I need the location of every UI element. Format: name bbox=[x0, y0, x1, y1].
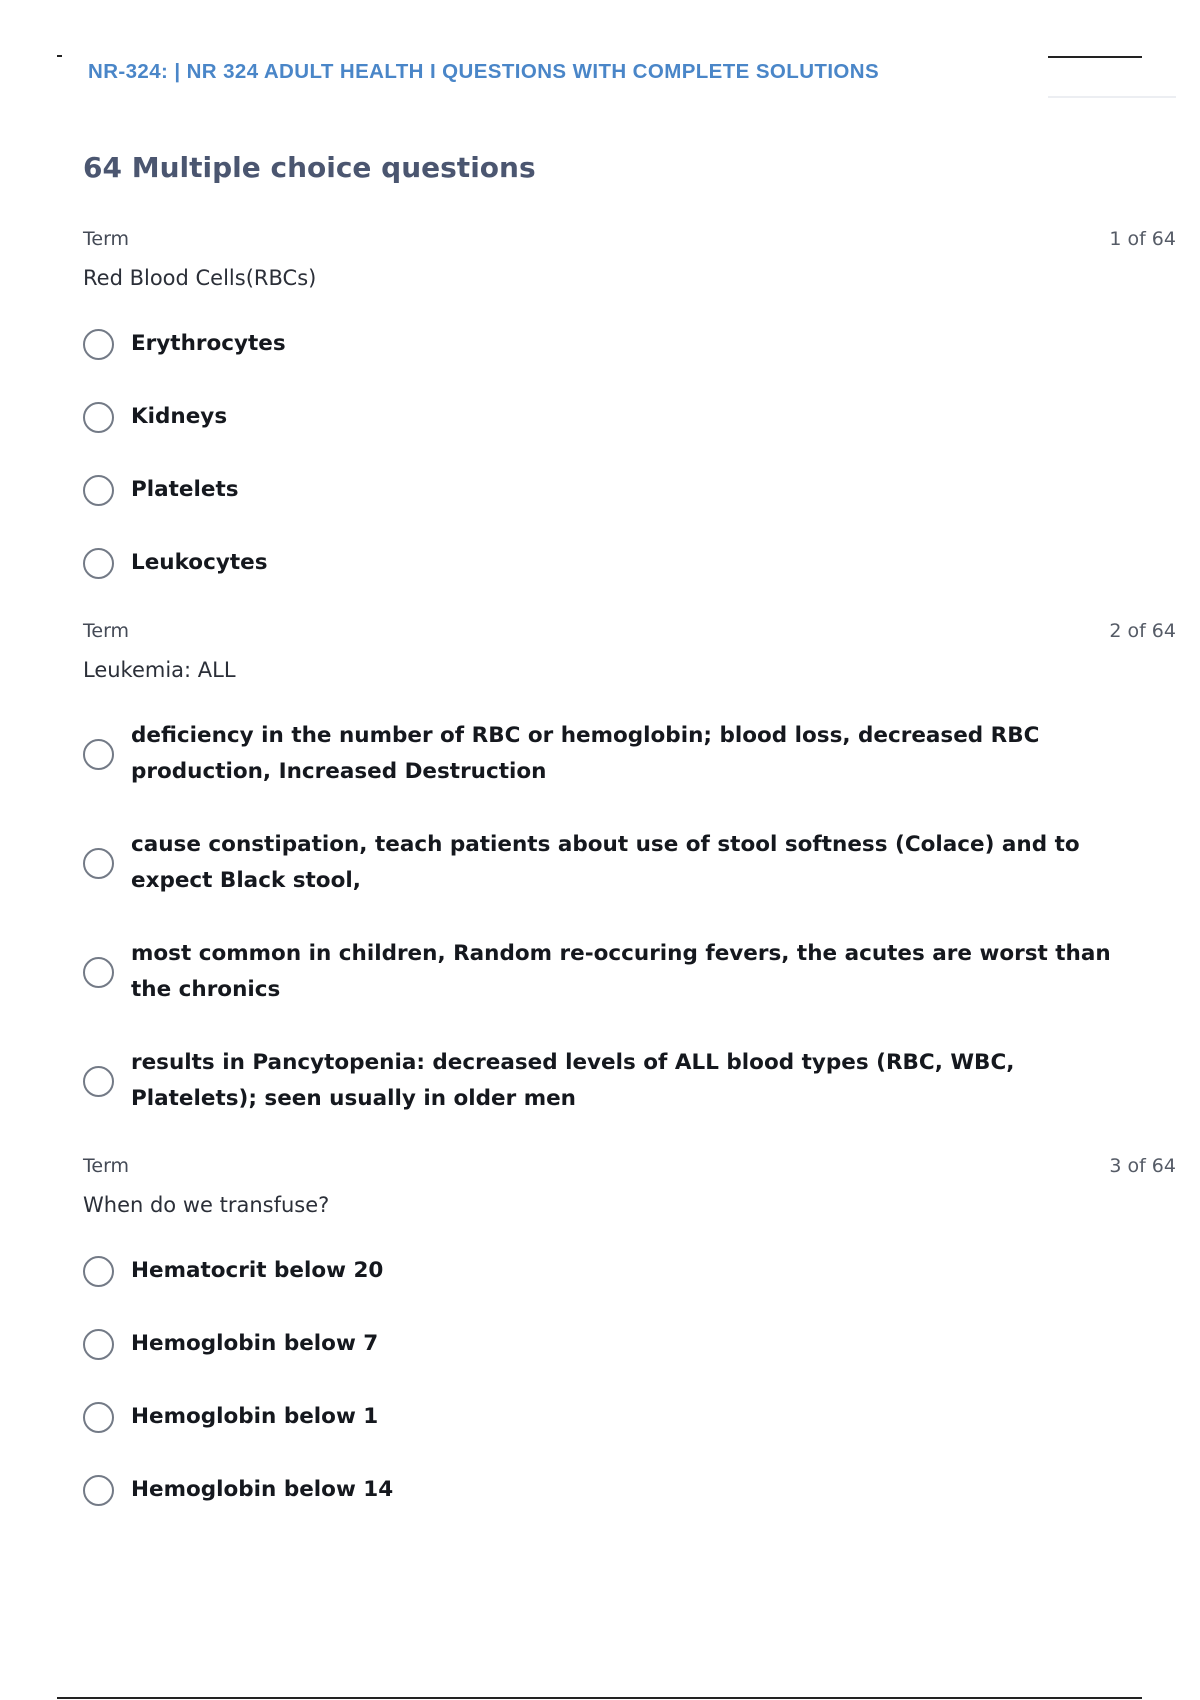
answer-option[interactable] bbox=[83, 1045, 1141, 1117]
answer-option-label: Leukocytes bbox=[131, 550, 268, 575]
radio-button-icon[interactable] bbox=[83, 1066, 114, 1097]
answer-option[interactable] bbox=[83, 936, 1141, 1008]
answer-option[interactable] bbox=[83, 827, 1141, 899]
answer-option-label: Hemoglobin below 14 bbox=[131, 1477, 394, 1502]
radio-button-icon[interactable] bbox=[83, 1329, 114, 1360]
radio-button-icon[interactable] bbox=[83, 1256, 114, 1287]
radio-button-icon[interactable] bbox=[83, 475, 114, 506]
question-counter: 1 of 64 bbox=[1109, 228, 1176, 250]
answer-option-label: Hemoglobin below 1 bbox=[131, 1404, 379, 1429]
answer-option[interactable] bbox=[83, 545, 268, 581]
radio-button-icon[interactable] bbox=[83, 957, 114, 988]
question-3 bbox=[83, 1155, 1176, 1502]
answer-option-label: results in Pancytopenia: decreased levels of ALL blood types (RBC, WBC, Platelets); seen usually in older men bbox=[131, 1050, 1015, 1111]
answer-option-label: deficiency in the number of RBC or hemoglobin; blood loss, decreased RBC production, Increased Destruction bbox=[131, 723, 1040, 784]
question-2 bbox=[83, 620, 1176, 1111]
section-title: 64 Multiple choice questions bbox=[83, 151, 536, 184]
answer-option-label: Hematocrit below 20 bbox=[131, 1258, 384, 1283]
answer-option[interactable] bbox=[83, 472, 239, 508]
answer-option-label: most common in children, Random re-occuring fevers, the acutes are worst than the chronics bbox=[131, 941, 1111, 1002]
answer-option-label: Erythrocytes bbox=[131, 331, 286, 356]
question-counter: 2 of 64 bbox=[1109, 620, 1176, 642]
answer-option[interactable] bbox=[83, 399, 227, 435]
term-label: Term bbox=[83, 1155, 130, 1177]
radio-button-icon[interactable] bbox=[83, 1475, 114, 1506]
answer-option[interactable] bbox=[83, 326, 286, 362]
radio-button-icon[interactable] bbox=[83, 739, 114, 770]
question-header bbox=[83, 1155, 1176, 1183]
answer-option[interactable] bbox=[83, 718, 1141, 790]
term-label: Term bbox=[83, 228, 130, 250]
term-label: Term bbox=[83, 620, 130, 642]
page-mark bbox=[57, 55, 62, 57]
answer-option-label: Hemoglobin below 7 bbox=[131, 1331, 379, 1356]
bottom-divider bbox=[57, 1697, 1142, 1699]
question-header bbox=[83, 228, 1176, 256]
question-counter: 3 of 64 bbox=[1109, 1155, 1176, 1177]
top-divider-faint bbox=[1048, 96, 1176, 98]
radio-button-icon[interactable] bbox=[83, 848, 114, 879]
answer-option[interactable] bbox=[83, 1399, 378, 1435]
radio-button-icon[interactable] bbox=[83, 548, 114, 579]
radio-button-icon[interactable] bbox=[83, 329, 114, 360]
radio-button-icon[interactable] bbox=[83, 402, 114, 433]
question-prompt: When do we transfuse? bbox=[83, 1193, 330, 1217]
radio-button-icon[interactable] bbox=[83, 1402, 114, 1433]
answer-option[interactable] bbox=[83, 1472, 393, 1508]
document-header: NR-324: | NR 324 ADULT HEALTH I QUESTIONS WITH COMPLETE SOLUTIONS bbox=[88, 60, 880, 83]
answer-option[interactable] bbox=[83, 1253, 383, 1289]
answer-option-label: cause constipation, teach patients about use of stool softness (Colace) and to expect Black stool, bbox=[131, 832, 1080, 893]
answer-option-label: Kidneys bbox=[131, 404, 228, 429]
top-divider bbox=[1048, 56, 1142, 58]
question-prompt: Leukemia: ALL bbox=[83, 658, 236, 682]
question-prompt: Red Blood Cells(RBCs) bbox=[83, 266, 317, 290]
answer-option[interactable] bbox=[83, 1326, 378, 1362]
question-1 bbox=[83, 228, 1176, 575]
answer-option-label: Platelets bbox=[131, 477, 239, 502]
question-header bbox=[83, 620, 1176, 648]
